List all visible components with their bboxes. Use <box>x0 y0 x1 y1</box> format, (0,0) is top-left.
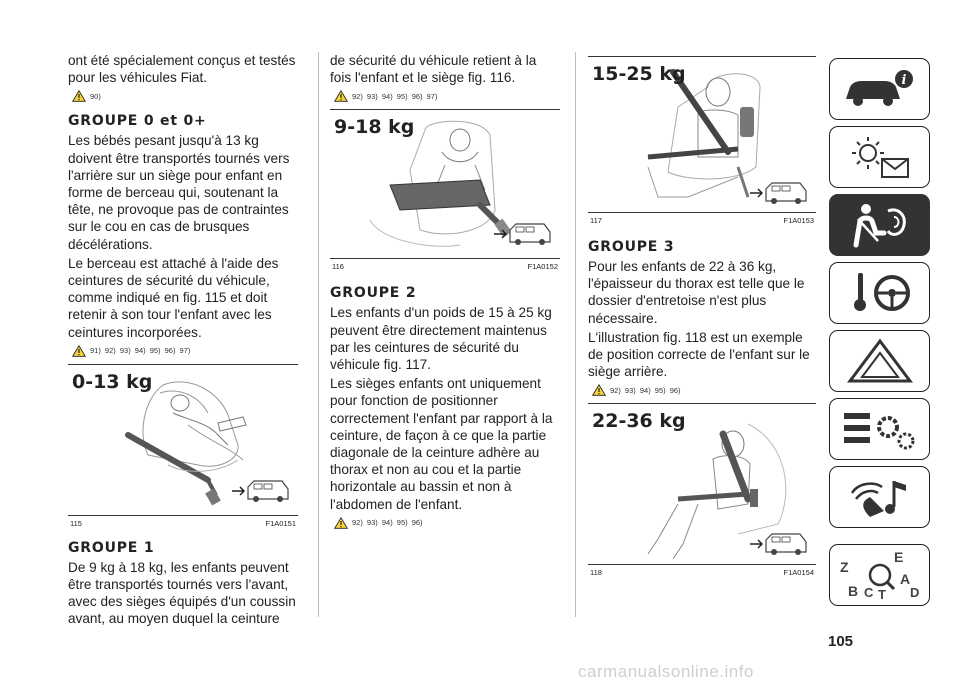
figure-caption <box>330 262 560 271</box>
paragraph: Les sièges enfants ont uniquement pour fonction de positionner correctement l'enfant par rapport à la ceinture, de façon à ce que la partie diagonale de la ceinture adhère au thorax et non au cou et la partie horizontale au bassin et non à l'abdomen de l'enfant. <box>330 376 553 512</box>
index-letter: Z <box>840 559 849 575</box>
figure-number: 116 <box>332 262 344 272</box>
emergency-triangle-icon <box>840 337 920 385</box>
figure-label: 22-36 kg <box>592 410 686 433</box>
paragraph: ont été spécialement conçus et testés pour les véhicules Fiat. <box>68 53 296 86</box>
figure-code: F1A0152 <box>527 262 558 272</box>
figure-caption <box>588 568 816 577</box>
warning-ref-numbers: 92) 93) 94) 95) 96) 97) <box>352 91 438 101</box>
column-2 <box>330 52 560 536</box>
warning-ref-numbers: 92) 93) 94) 95) 96) <box>352 518 423 528</box>
warning-triangle-icon <box>334 517 348 529</box>
index-letter: E <box>894 549 904 565</box>
sidebar-tab-maintenance[interactable] <box>829 398 930 460</box>
index-letter: T <box>878 587 886 602</box>
warning-reference <box>72 89 298 103</box>
figure-116 <box>330 109 560 259</box>
figure-115 <box>68 364 298 516</box>
figure-code: F1A0153 <box>783 216 814 225</box>
sidebar-tab-safety[interactable] <box>829 194 930 256</box>
key-steering-icon <box>840 269 920 317</box>
paragraph: Les bébés pesant jusqu'à 13 kg doivent être transportés tournés vers l'arrière sur un siège pour enfant en forme de berceau qui, soutenant la tête, ne provoque pas de contraintes sur le cou en cas de brusques décélérations. <box>68 133 290 252</box>
paragraph: L'illustration fig. 118 est un exemple de position correcte de l'enfant sur le siège arrière. <box>588 329 810 380</box>
warning-triangle-icon <box>72 90 86 102</box>
figure-caption <box>68 519 298 528</box>
warning-triangle-icon <box>334 90 348 102</box>
sidebar-tab-car-info[interactable] <box>829 58 930 120</box>
figure-number: 115 <box>70 518 82 528</box>
column-3 <box>588 52 816 577</box>
figure-code: F1A0154 <box>783 568 814 578</box>
figure-label: 9-18 kg <box>334 116 415 139</box>
column-1 <box>68 52 298 628</box>
warning-reference <box>592 383 816 397</box>
sidebar-tab-starting-driving[interactable] <box>829 262 930 324</box>
svg-text:i: i <box>901 73 907 88</box>
paragraph: De 9 kg à 18 kg, les enfants peuvent être transportés tournés vers l'avant, avec des sièges équipés d'un coussin avant, au moyen duquel la ceinture <box>68 559 296 627</box>
warning-ref-numbers: 91) 92) 93) 94) 95) 96) 97) <box>90 346 191 356</box>
van-icon <box>232 481 288 502</box>
sidebar-tab-index[interactable] <box>829 544 930 606</box>
figure-117 <box>588 56 816 213</box>
warning-triangle-icon <box>72 345 86 357</box>
watermark: carmanualsonline.info <box>578 662 754 681</box>
column-separator <box>318 52 319 617</box>
warning-lights-icon <box>840 133 920 181</box>
index-letter: B <box>848 583 859 599</box>
paragraph: Les enfants d'un poids de 15 à 25 kg peuvent être directement maintenus par les ceintures de sécurité du véhicule fig. 117. <box>330 305 552 373</box>
van-icon <box>750 183 806 204</box>
warning-ref-numbers: 92) 93) 94) 95) 96) <box>610 385 681 395</box>
index-letter: D <box>910 585 920 600</box>
paragraph: Pour les enfants de 22 à 36 kg, l'épaisseur du thorax est telle que le dossier d'entretoise n'est plus nécessaire. <box>588 259 805 326</box>
seatbelt-airbag-icon <box>840 201 920 249</box>
figure-caption <box>588 216 816 225</box>
section-heading: GROUPE 3 <box>588 239 675 255</box>
section-heading: GROUPE 0 et 0+ <box>68 113 207 130</box>
figure-number: 117 <box>590 216 602 225</box>
page-number: 105 <box>828 633 854 650</box>
car-info-icon <box>840 65 920 113</box>
maintenance-gears-icon <box>840 405 920 453</box>
column-separator <box>575 52 576 617</box>
sidebar-tab-emergency[interactable] <box>829 330 930 392</box>
sidebar-tab-warning-lights[interactable] <box>829 126 930 188</box>
paragraph: de sécurité du véhicule retient à la fois l'enfant et le siège fig. 116. <box>330 53 537 86</box>
warning-triangle-icon <box>592 384 606 396</box>
warning-reference <box>334 516 560 530</box>
section-heading: GROUPE 1 <box>68 539 155 556</box>
warning-reference <box>72 344 298 358</box>
figure-label: 0-13 kg <box>72 370 153 393</box>
section-heading: GROUPE 2 <box>330 285 417 302</box>
multimedia-icon <box>840 473 920 521</box>
figure-code: F1A0151 <box>265 518 296 528</box>
paragraph: Le berceau est attaché à l'aide des ceintures de sécurité du véhicule, comme indiqué en fig. 115 et doit retenir à son tour l'enfant avec les ceintures incorporées. <box>68 255 279 340</box>
figure-number: 118 <box>590 568 602 578</box>
warning-reference <box>334 89 560 103</box>
sidebar-tab-multimedia[interactable] <box>829 466 930 528</box>
index-letter: C <box>864 585 874 600</box>
index-letter: A <box>900 571 911 587</box>
warning-ref-numbers: 90) <box>90 91 101 101</box>
van-icon <box>750 534 806 555</box>
figure-118 <box>588 403 816 565</box>
figure-label: 15-25 kg <box>592 63 686 85</box>
